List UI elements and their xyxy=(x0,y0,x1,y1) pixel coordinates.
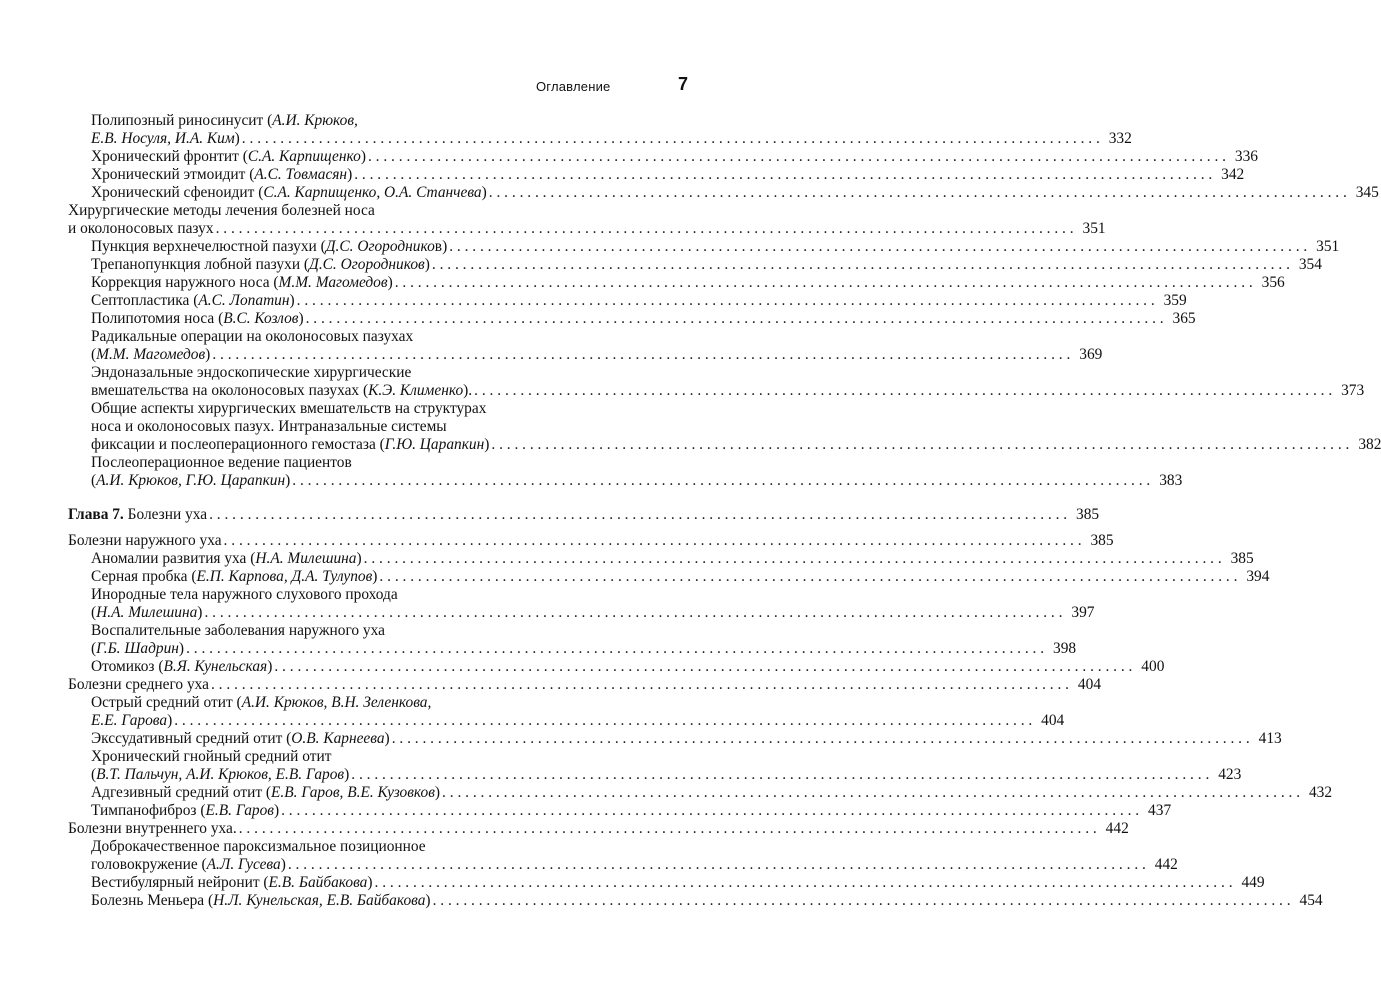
entry-text: ( xyxy=(91,346,97,363)
entry-text: Болезнь Меньера ( xyxy=(91,892,214,909)
entry-author: О.В. Карнеева xyxy=(291,730,385,747)
toc-line xyxy=(91,784,1333,802)
toc-entry-title xyxy=(68,506,207,524)
entry-text-tail: ) xyxy=(387,274,393,291)
dot-leader xyxy=(368,148,1226,166)
entry-text-tail: ) xyxy=(205,346,211,363)
toc-entry-title xyxy=(91,748,331,766)
toc-line xyxy=(91,472,1183,490)
toc-line xyxy=(91,310,1196,328)
toc-entry-title xyxy=(91,586,398,604)
toc-subsection-entry[interactable] xyxy=(68,694,1065,730)
entry-text-tail: ) xyxy=(298,310,304,327)
toc-subsection-entry[interactable] xyxy=(68,658,1165,676)
entry-author: С.А. Карпищенко, О.А. Станчева xyxy=(263,184,482,201)
entry-author: В.Я. Кунельская xyxy=(163,658,268,675)
toc-subsection-entry[interactable] xyxy=(68,148,1258,166)
toc-line xyxy=(68,220,1106,238)
entry-author: К.Э. Клименко xyxy=(368,382,464,399)
dot-leader xyxy=(433,892,1291,910)
entry-text: Болезни наружного уха xyxy=(68,532,222,549)
entry-author: С.А. Карпищенко xyxy=(247,148,361,165)
toc-line xyxy=(91,892,1323,910)
entry-author: А.И. Крюков, xyxy=(272,112,358,129)
toc-entry-title xyxy=(91,856,286,874)
toc-line xyxy=(91,166,1245,184)
entry-text-tail: ) xyxy=(484,436,490,453)
toc-subsection-entry[interactable] xyxy=(68,310,1196,328)
toc-subsection-entry[interactable] xyxy=(68,730,1282,748)
entry-page-number: 397 xyxy=(1071,604,1095,621)
entry-text: Болезни внутреннего уха xyxy=(68,820,233,837)
entry-page-number: 342 xyxy=(1221,166,1245,183)
entry-page-number: 354 xyxy=(1298,256,1322,273)
toc-entry-title xyxy=(91,694,431,712)
dot-leader xyxy=(306,310,1164,328)
toc-entry-title xyxy=(91,166,352,184)
toc-line xyxy=(91,238,1340,256)
entry-page-number: 413 xyxy=(1258,730,1282,747)
entry-author: В.С. Козлов xyxy=(223,310,299,327)
entry-text: Острый средний отит ( xyxy=(91,694,242,711)
toc-entry-title xyxy=(91,658,272,676)
toc-subsection-entry[interactable] xyxy=(68,838,1178,874)
dot-leader xyxy=(392,730,1250,748)
entry-author: М.М. Магомедов xyxy=(278,274,388,291)
entry-text: Хирургические методы лечения болезней носа xyxy=(68,202,375,219)
entry-author: А.И. Крюков, В.Н. Зеленкова, xyxy=(241,694,432,711)
toc-entry-title xyxy=(91,418,447,436)
entry-text-tail: ) xyxy=(360,148,366,165)
toc-entry-title xyxy=(91,838,426,856)
entry-text-tail: ). xyxy=(463,382,473,399)
entry-text-tail: ) xyxy=(178,640,185,657)
toc-entry-title xyxy=(91,568,377,586)
toc-section-entry[interactable] xyxy=(68,676,1102,694)
toc-entry-title xyxy=(68,532,222,550)
dot-leader xyxy=(216,220,1074,238)
toc-line xyxy=(91,640,1077,658)
toc-line xyxy=(91,856,1178,874)
toc-subsection-entry[interactable] xyxy=(68,784,1333,802)
entry-text: ( xyxy=(91,604,97,621)
dot-leader xyxy=(395,274,1253,292)
toc-entry-title xyxy=(91,256,430,274)
toc-line xyxy=(91,658,1165,676)
entry-author: Н.А. Милешина xyxy=(255,550,357,567)
entry-page-number: 345 xyxy=(1355,184,1379,201)
entry-text: Болезни уха xyxy=(123,506,208,523)
toc-line xyxy=(68,532,1114,550)
toc-subsection-entry[interactable] xyxy=(68,364,1365,400)
entry-text-tail: ) xyxy=(273,802,280,819)
dot-leader xyxy=(211,676,1069,694)
entry-text: Серная пробка ( xyxy=(91,568,197,585)
toc-line xyxy=(91,436,1381,454)
toc-subsection-entry[interactable] xyxy=(68,400,1381,454)
toc-line xyxy=(91,418,690,436)
entry-author: Е.В. Носуля, И.А. Ким xyxy=(91,130,235,147)
dot-leader xyxy=(239,820,1097,838)
entry-text-tail: ) xyxy=(434,784,441,801)
dot-leader xyxy=(281,802,1139,820)
entry-page-number: 365 xyxy=(1172,310,1196,327)
toc-line xyxy=(68,506,1100,524)
toc-line xyxy=(91,148,1258,166)
toc-entry-title xyxy=(91,550,362,568)
entry-author: А.И. Крюков, Г.Ю. Царапкин xyxy=(96,472,286,489)
entry-page-number: 385 xyxy=(1230,550,1254,567)
toc-line xyxy=(91,112,690,130)
toc-entry-title xyxy=(91,292,295,310)
entry-text: ( xyxy=(91,472,97,489)
toc-subsection-entry[interactable] xyxy=(68,454,1183,490)
toc-entry-title xyxy=(68,220,214,238)
entry-author: А.С. Товмасян xyxy=(254,166,348,183)
toc-line xyxy=(68,820,1129,838)
toc-subsection-entry[interactable] xyxy=(68,802,1172,820)
toc-line xyxy=(91,292,1187,310)
toc-subsection-entry[interactable] xyxy=(68,292,1187,310)
dot-leader xyxy=(186,640,1044,658)
toc-line xyxy=(91,748,690,766)
entry-page-number: 385 xyxy=(1090,532,1114,549)
entry-text: Хронический фронтит ( xyxy=(91,148,248,165)
toc-chapter-entry[interactable] xyxy=(68,506,1100,524)
entry-author: Е.В. Гаров xyxy=(205,802,274,819)
toc-entry-title xyxy=(91,238,447,256)
toc-entry-title xyxy=(91,472,290,490)
entry-text-tail: ) xyxy=(197,604,203,621)
toc-entry-title xyxy=(91,622,385,640)
entry-text: Трепанопункция лобной пазухи ( xyxy=(91,256,310,273)
entry-page-number: 356 xyxy=(1261,274,1285,291)
dot-leader xyxy=(364,550,1222,568)
entry-text: Тимпанофиброз ( xyxy=(91,802,206,819)
toc-entry-title xyxy=(91,130,240,148)
entry-text: Вестибулярный нейронит ( xyxy=(91,874,269,891)
entry-text-tail: ) xyxy=(344,766,350,783)
dot-leader xyxy=(242,130,1100,148)
entry-text-tail: ) xyxy=(234,130,240,147)
entry-text: Болезни среднего уха xyxy=(68,676,209,693)
entry-page-number: 385 xyxy=(1076,506,1100,523)
entry-text-tail: . xyxy=(232,820,237,837)
chapter-label: Глава 7. xyxy=(68,506,124,523)
toc-section-entry[interactable] xyxy=(68,820,1129,838)
entry-text: фиксации и послеоперационного гемостаза ( xyxy=(91,436,385,453)
entry-text-tail: ) xyxy=(424,256,430,273)
dot-leader xyxy=(174,712,1032,730)
toc-line xyxy=(91,838,690,856)
dot-leader xyxy=(474,382,1332,400)
entry-text: Отомикоз ( xyxy=(91,658,164,675)
toc-line xyxy=(91,400,690,418)
toc-entry-title xyxy=(91,346,210,364)
toc-subsection-entry[interactable] xyxy=(68,112,1132,148)
toc-entry-title xyxy=(91,400,486,418)
toc-line xyxy=(91,184,1379,202)
toc-entry-title xyxy=(91,802,279,820)
toc-entry-title xyxy=(91,364,411,382)
toc-line xyxy=(91,586,690,604)
toc-section-entry[interactable] xyxy=(68,202,1106,238)
dot-leader xyxy=(491,436,1349,454)
toc-subsection-entry[interactable] xyxy=(68,184,1379,202)
entry-author: А.Л. Гусева xyxy=(206,856,281,873)
entry-page-number: 442 xyxy=(1154,856,1178,873)
entry-text: головокружение ( xyxy=(91,856,207,873)
dot-leader xyxy=(351,766,1209,784)
entry-page-number: 351 xyxy=(1316,238,1340,255)
toc-subsection-entry[interactable] xyxy=(68,166,1245,184)
entry-text: Септопластика ( xyxy=(91,292,199,309)
toc-entry-title xyxy=(91,640,184,658)
entry-page-number: 382 xyxy=(1358,436,1381,453)
entry-page-number: 454 xyxy=(1299,892,1323,909)
toc-entry-title xyxy=(68,202,375,220)
dot-leader xyxy=(204,604,1062,622)
dot-leader xyxy=(442,784,1300,802)
entry-page-number: 442 xyxy=(1105,820,1129,837)
toc-entry-title xyxy=(91,712,172,730)
entry-author: Д.С. Огороднико xyxy=(325,238,435,255)
entry-text: вмешательства на околоносовых пазухах ( xyxy=(91,382,369,399)
entry-text: Инородные тела наружного слухового прохода xyxy=(91,586,398,603)
toc-entry-title xyxy=(68,820,237,838)
entry-text: Адгезивный средний отит ( xyxy=(91,784,272,801)
toc-subsection-entry[interactable] xyxy=(68,892,1323,910)
toc-line xyxy=(91,766,1242,784)
toc-line xyxy=(91,802,1172,820)
entry-text: Коррекция наружного носа ( xyxy=(91,274,279,291)
entry-author: Г.Ю. Царапкин xyxy=(384,436,485,453)
toc-entry-title xyxy=(91,874,373,892)
entry-page-number: 383 xyxy=(1159,472,1183,489)
toc-entry-title xyxy=(91,766,349,784)
dot-leader xyxy=(292,472,1150,490)
toc-entry-title xyxy=(68,676,209,694)
entry-author: Е.В. Гаров, В.Е. Кузовков xyxy=(271,784,435,801)
toc-entry-title xyxy=(91,784,440,802)
entry-page-number: 400 xyxy=(1141,658,1165,675)
entry-author: В.Т. Пальчун, А.И. Крюков, Е.В. Гаров xyxy=(96,766,345,783)
dot-leader xyxy=(375,874,1233,892)
entry-page-number: 404 xyxy=(1077,676,1102,693)
entry-text: Полипозный риносинусит ( xyxy=(91,112,273,129)
toc-entry-title xyxy=(91,184,487,202)
page-number: 7 xyxy=(678,74,689,94)
running-header-title: Оглавление xyxy=(536,79,611,94)
toc-subsection-entry[interactable] xyxy=(68,328,1103,364)
toc-entry-title xyxy=(91,382,472,400)
entry-text: Эндоназальные эндоскопические хирургические xyxy=(91,364,412,381)
dot-leader xyxy=(354,166,1212,184)
dot-leader xyxy=(274,658,1132,676)
entry-text: ( xyxy=(91,640,97,657)
entry-page-number: 336 xyxy=(1234,148,1258,165)
dot-leader xyxy=(224,532,1082,550)
entry-text: Общие аспекты хирургических вмешательств на структурах xyxy=(91,400,487,417)
entry-text: Аномалии развития уха ( xyxy=(91,550,256,567)
entry-text-tail: ) xyxy=(267,658,273,675)
toc-line xyxy=(91,256,1322,274)
toc-entry-title xyxy=(91,274,393,292)
toc-entry-title xyxy=(91,148,366,166)
entry-text-tail: ) xyxy=(289,292,295,309)
toc-entry-title xyxy=(91,328,413,346)
entry-author: Е.П. Карпова, Д.А. Тулупов xyxy=(196,568,373,585)
toc-entry-title xyxy=(91,892,431,910)
entry-page-number: 359 xyxy=(1163,292,1187,309)
entry-text: Послеоперационное ведение пациентов xyxy=(91,454,352,471)
toc-subsection-entry[interactable] xyxy=(68,568,1270,586)
entry-page-number: 437 xyxy=(1148,802,1172,819)
entry-text-tail: ) xyxy=(372,568,378,585)
dot-leader xyxy=(449,238,1307,256)
entry-text-tail: ) xyxy=(356,550,362,567)
toc-entry-title xyxy=(91,454,352,472)
entry-page-number: 373 xyxy=(1341,382,1365,399)
entry-text: Радикальные операции на околоносовых пазухах xyxy=(91,328,414,345)
entry-text: Экссудативный средний отит ( xyxy=(91,730,292,747)
dot-leader xyxy=(379,568,1237,586)
entry-page-number: 394 xyxy=(1246,568,1270,585)
toc-line xyxy=(91,604,1095,622)
entry-text: Доброкачественное пароксизмальное позиционное xyxy=(91,838,426,855)
toc-section-entry[interactable] xyxy=(68,532,1114,550)
entry-text: Пункция верхнечелюстной пазухи ( xyxy=(91,238,326,255)
toc-line xyxy=(91,874,1265,892)
entry-text: ( xyxy=(91,766,97,783)
toc-entry-title xyxy=(91,604,202,622)
toc-line xyxy=(91,364,690,382)
toc-subsection-entry[interactable] xyxy=(68,274,1285,292)
dot-leader xyxy=(297,292,1155,310)
toc-line xyxy=(91,130,1132,148)
toc-line xyxy=(68,202,690,220)
toc-line xyxy=(68,676,1102,694)
entry-author: Н.Л. Кунельская, Е.В. Байбакова xyxy=(213,892,426,909)
entry-text-tail: ) xyxy=(384,730,390,747)
toc-line xyxy=(91,730,1282,748)
entry-author: Е.В. Байбакова xyxy=(268,874,368,891)
entry-text: и околоносовых пазух xyxy=(68,220,214,237)
entry-text: Хронический сфеноидит ( xyxy=(91,184,264,201)
toc-entry-title xyxy=(91,436,489,454)
table-of-contents xyxy=(68,112,1381,910)
entry-page-number: 404 xyxy=(1041,712,1065,729)
dot-leader xyxy=(489,184,1347,202)
entry-text: Полипотомия носа ( xyxy=(91,310,224,327)
entry-author: Д.С. Огородников xyxy=(309,256,425,273)
entry-text: носа и околоносовых пазух. Интраназальные системы xyxy=(91,418,447,435)
toc-subsection-entry[interactable] xyxy=(68,238,1340,256)
entry-text-tail: в) xyxy=(434,238,448,255)
toc-subsection-entry[interactable] xyxy=(68,622,1077,658)
running-header xyxy=(0,74,800,98)
entry-author: А.С. Лопатин xyxy=(198,292,290,309)
entry-author: М.М. Магомедов xyxy=(96,346,206,363)
entry-text-tail: ) xyxy=(425,892,431,909)
entry-text-tail: ) xyxy=(280,856,286,873)
toc-subsection-entry[interactable] xyxy=(68,874,1265,892)
toc-line xyxy=(91,712,1065,730)
entry-author: Н.А. Милешина xyxy=(96,604,198,621)
toc-subsection-entry[interactable] xyxy=(68,586,1095,622)
entry-author: Е.Е. Гарова xyxy=(91,712,168,729)
entry-author: Г.Б. Шадрин xyxy=(96,640,179,657)
toc-subsection-entry[interactable] xyxy=(68,256,1322,274)
toc-line xyxy=(91,328,690,346)
entry-text: Хронический этмоидит ( xyxy=(91,166,255,183)
toc-line xyxy=(91,694,690,712)
toc-line xyxy=(91,568,1270,586)
toc-line xyxy=(91,454,690,472)
entry-text-tail: ) xyxy=(347,166,353,183)
entry-text-tail: ) xyxy=(285,472,291,489)
entry-page-number: 398 xyxy=(1053,640,1077,657)
toc-subsection-entry[interactable] xyxy=(68,748,1242,784)
entry-page-number: 351 xyxy=(1082,220,1106,237)
dot-leader xyxy=(288,856,1146,874)
toc-line xyxy=(91,346,1103,364)
dot-leader xyxy=(209,506,1067,524)
entry-text-tail: ) xyxy=(167,712,173,729)
entry-page-number: 449 xyxy=(1241,874,1265,891)
dot-leader xyxy=(432,256,1290,274)
toc-line xyxy=(91,622,690,640)
toc-line xyxy=(91,550,1254,568)
entry-page-number: 332 xyxy=(1108,130,1132,147)
toc-subsection-entry[interactable] xyxy=(68,550,1254,568)
toc-line xyxy=(91,274,1285,292)
toc-line xyxy=(91,382,1365,400)
entry-text: Хронический гнойный средний отит xyxy=(91,748,332,765)
entry-page-number: 432 xyxy=(1308,784,1333,801)
entry-text-tail: ) xyxy=(367,874,373,891)
entry-text: Воспалительные заболевания наружного уха xyxy=(91,622,385,639)
entry-text-tail: ) xyxy=(481,184,487,201)
toc-entry-title xyxy=(91,730,390,748)
dot-leader xyxy=(212,346,1070,364)
entry-page-number: 369 xyxy=(1079,346,1103,363)
toc-entry-title xyxy=(91,112,358,130)
toc-entry-title xyxy=(91,310,304,328)
entry-page-number: 423 xyxy=(1218,766,1242,783)
